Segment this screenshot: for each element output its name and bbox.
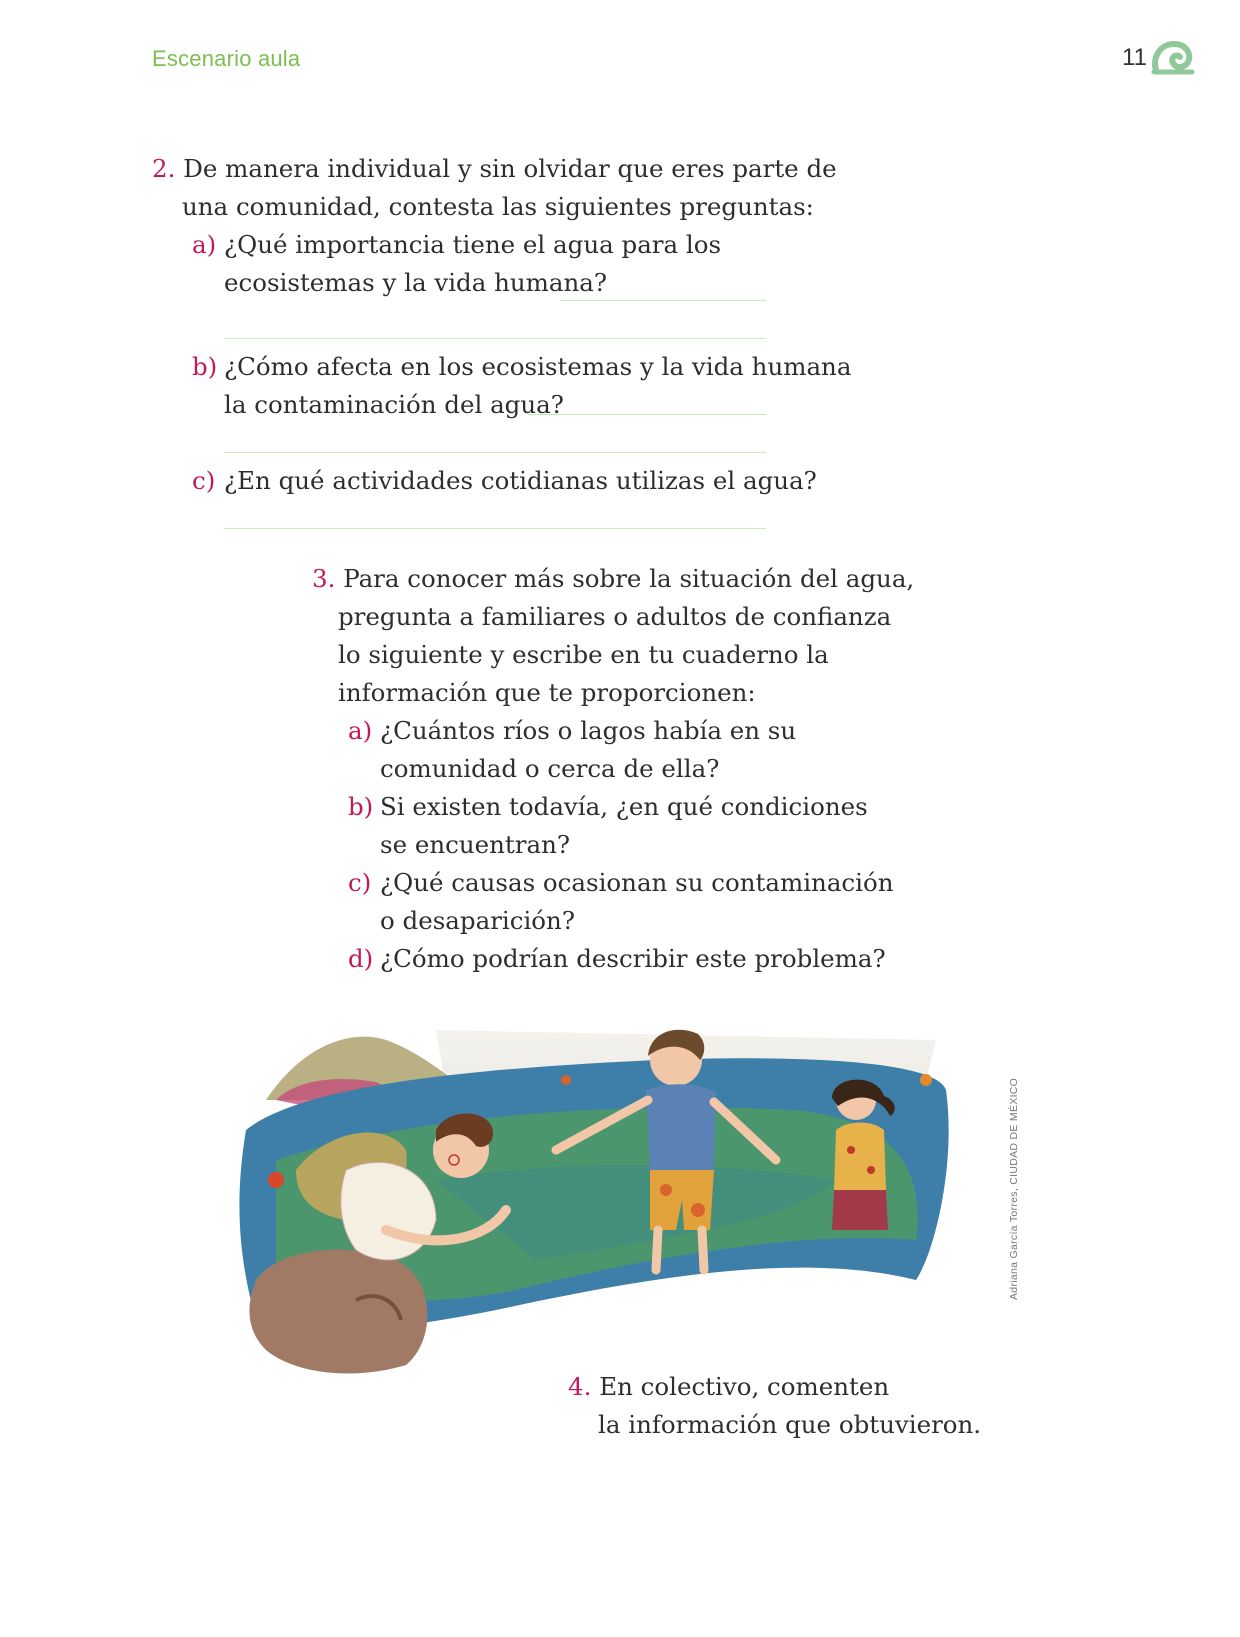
item-letter: b) [192, 352, 218, 381]
question-2b-line2: la contaminación del agua? [224, 390, 564, 419]
question-2-line2: una comunidad, contesta las siguientes preguntas: [182, 192, 814, 221]
question-text: En colectivo, comenten [599, 1372, 890, 1401]
question-number: 2. [152, 154, 176, 183]
item-text: ¿Cómo podrían describir este problema? [380, 944, 886, 973]
item-text: ¿Qué importancia tiene el agua para los [224, 230, 722, 259]
question-3-line3: lo siguiente y escribe en tu cuaderno la [338, 640, 829, 669]
page-number: 11 [1122, 44, 1147, 71]
question-4 [568, 1368, 889, 1406]
question-number: 4. [568, 1372, 592, 1401]
item-letter: d) [348, 944, 374, 973]
question-number: 3. [312, 564, 336, 593]
question-3-line4: información que te proporcionen: [338, 678, 756, 707]
answer-line[interactable] [528, 414, 766, 415]
watercolor-illustration [236, 1020, 996, 1380]
question-3a-line2: comunidad o cerca de ella? [380, 754, 720, 783]
item-letter: c) [192, 466, 216, 495]
answer-line[interactable] [560, 300, 766, 301]
question-3b-line2: se encuentran? [380, 830, 570, 859]
item-letter: a) [348, 716, 373, 745]
item-letter: b) [348, 792, 374, 821]
section-title: Escenario aula [152, 46, 301, 71]
item-text: Si existen todavía, ¿en qué condiciones [380, 792, 868, 821]
question-3b [348, 788, 868, 826]
item-text: ¿En qué actividades cotidianas utilizas el agua? [224, 466, 817, 495]
question-3c [348, 864, 894, 902]
item-letter: a) [192, 230, 217, 259]
item-text: ¿Qué causas ocasionan su contaminación [380, 868, 894, 897]
question-text: Para conocer más sobre la situación del agua, [343, 564, 915, 593]
question-2c [192, 462, 817, 500]
item-text: ¿Cómo afecta en los ecosistemas y la vida humana [224, 352, 852, 381]
answer-line[interactable] [224, 528, 766, 529]
question-text: De manera individual y sin olvidar que eres parte de [183, 154, 837, 183]
question-3-line2: pregunta a familiares o adultos de confianza [338, 602, 892, 631]
answer-line[interactable] [224, 338, 766, 339]
question-2b [192, 348, 851, 386]
illustration-credit: Adriana García Torres, CIUDAD DE MÉXICO [1008, 1077, 1020, 1300]
question-2a [192, 226, 721, 264]
question-3d [348, 940, 886, 978]
question-3c-line2: o desaparición? [380, 906, 575, 935]
question-2 [152, 150, 837, 188]
item-text: ¿Cuántos ríos o lagos había en su [380, 716, 797, 745]
question-3 [312, 560, 914, 598]
answer-line[interactable] [224, 452, 766, 453]
snail-logo-icon [1150, 38, 1196, 78]
item-letter: c) [348, 868, 372, 897]
question-2a-line2: ecosistemas y la vida humana? [224, 268, 608, 297]
question-4-line2: la información que obtuvieron. [598, 1410, 982, 1439]
question-3a [348, 712, 796, 750]
